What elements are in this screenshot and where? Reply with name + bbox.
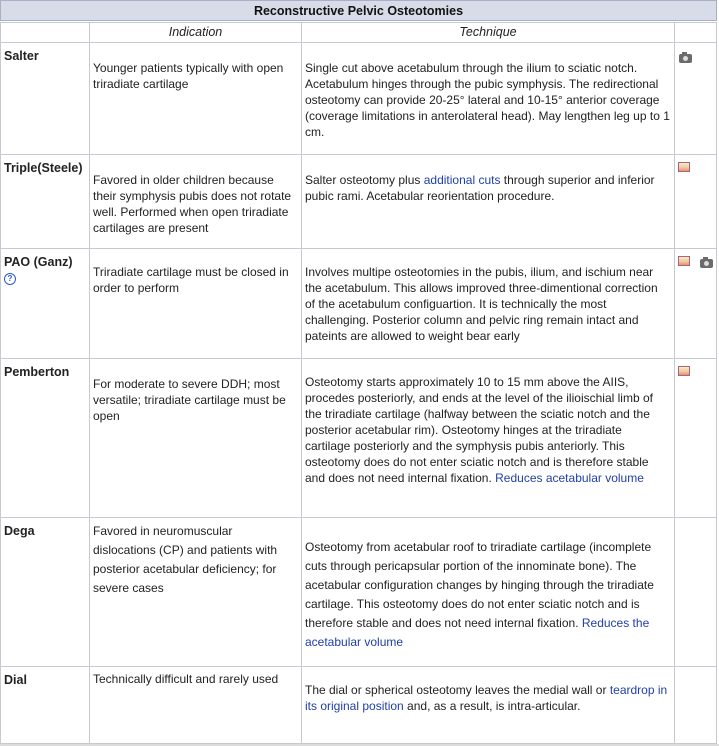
row-indication: Younger patients typically with open triradiate cartilage <box>93 61 284 91</box>
row-indication: Technically difficult and rarely used <box>93 672 279 686</box>
header-blank <box>0 22 90 43</box>
row-technique: Osteotomy from acetabular roof to triradiate cartilage (incomplete cuts through pericapsular portion of the innominate bone). The acetabular configuration changes by hinging through the triradiate cartilage. This osteotomy does do not enter sciatic notch and is therefore stable and does not need internal fixation. Reduces the acetabular volume <box>305 540 654 649</box>
image-icon[interactable] <box>678 256 690 266</box>
row-name: PAO (Ganz) <box>4 255 73 269</box>
image-icon[interactable] <box>678 366 690 376</box>
camera-icon[interactable] <box>679 54 692 63</box>
row-indication: Favored in older children because their symphysis pubis does not rotate well. Performed when open triradiate cartilages are present <box>93 173 292 235</box>
table-title: Reconstructive Pelvic Osteotomies <box>0 0 717 21</box>
table-row <box>0 42 719 155</box>
reduces-acetabular-volume-link[interactable]: Reduces acetabular volume <box>495 471 644 485</box>
table-row <box>0 248 719 359</box>
teardrop-link[interactable]: teardrop in its original position <box>305 683 668 713</box>
row-name: Dial <box>4 673 27 687</box>
additional-cuts-link[interactable]: additional cuts <box>423 173 501 187</box>
table-row <box>0 666 719 744</box>
row-indication: For moderate to severe DDH; most versatile; triradiate cartilage must be open <box>93 377 286 423</box>
row-technique: Salter osteotomy plus additional cuts through superior and inferior pubic rami. Acetabular reorientation procedure. <box>305 173 655 203</box>
row-technique: Single cut above acetabulum through the ilium to sciatic notch. Acetabulum hinges through the pubic symphysis. The redirectional osteotomy can provide 20-25° lateral and 10-15° anterior coverage (coverage limitations in anterolateral head). May lengthen leg up to 1 cm. <box>305 61 670 139</box>
header-technique: Technique <box>301 22 675 43</box>
reduces-the-acetabular-volume-link[interactable]: Reduces the acetabular volume <box>305 616 650 649</box>
row-technique: Involves multipe osteotomies in the pubis, ilium, and ischium near the acetabulum. This allows improved three-dimentional correction of the acetabulum configuartion. It is technically the most challenging. Posterior column and pelvic ring remain intact and pateints are allowed to weight bear early <box>305 265 658 343</box>
help-icon[interactable]: ? <box>4 273 16 285</box>
table-row <box>0 154 719 249</box>
image-icon[interactable] <box>678 162 690 172</box>
row-name: Salter <box>4 49 39 63</box>
row-name: Pemberton <box>4 365 70 379</box>
row-indication: Favored in neuromuscular dislocations (CP) and patients with posterior acetabular deficiency; for severe cases <box>93 524 278 595</box>
camera-icon[interactable] <box>700 259 713 268</box>
header-indication: Indication <box>89 22 302 43</box>
row-technique: The dial or spherical osteotomy leaves the medial wall or teardrop in its original position and, as a result, is intra-articular. <box>305 683 668 713</box>
row-indication: Triradiate cartilage must be closed in order to perform <box>93 265 289 295</box>
table-row <box>0 517 719 667</box>
table-row <box>0 358 719 518</box>
row-technique: Osteotomy starts approximately 10 to 15 mm above the AIIS, procedes posteriorly, and ends at the level of the ilioischial limb of the triradiate cartilage (halfway between the sciatic notch and the posterior acetabular rim). Osteotomy hinges at the triradiate cartilage posteriorly and the symphysis pubis anteriorly. This osteotomy does do not enter sciatic notch and is therefore stable and does not need internal fixation. Reduces acetabular volume <box>305 375 653 485</box>
row-name: Triple(Steele) <box>4 161 83 175</box>
row-name: Dega <box>4 524 35 538</box>
header-media <box>674 22 717 43</box>
